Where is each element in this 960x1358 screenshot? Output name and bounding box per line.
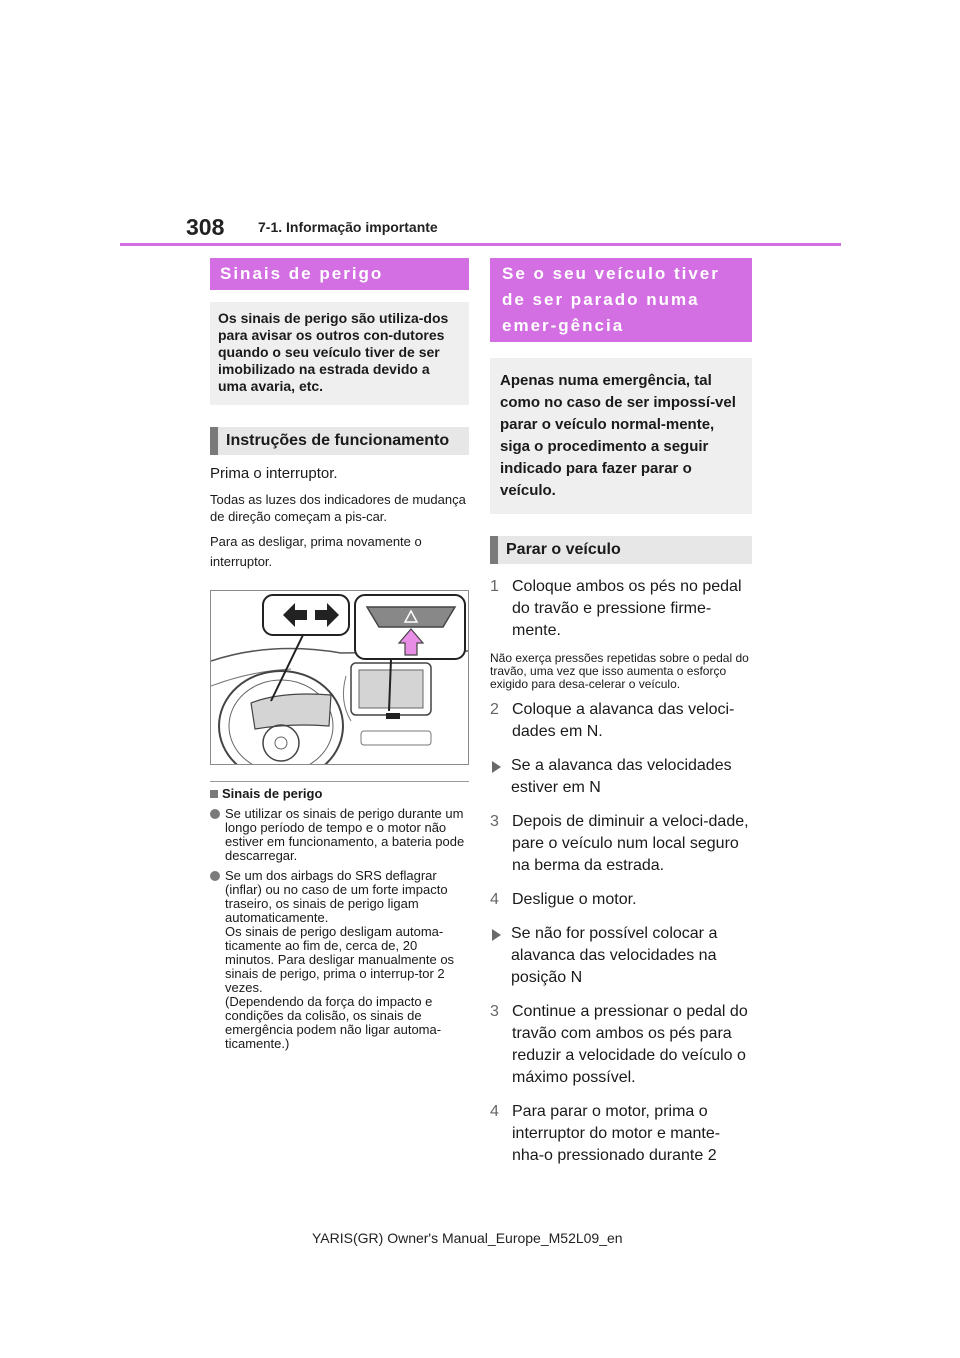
page-number: 308 [186,214,225,240]
step-item [490,811,752,877]
step-number: 4 [490,1103,499,1120]
footer-text: YARIS(GR) Owner's Manual_Europe_M52L09_en [312,1230,623,1246]
step-text: Coloque ambos os pés no pedal do travão e pressione firme-mente. [512,578,742,639]
stop-vehicle-heading: Parar o veículo [490,536,752,564]
section-header: 7-1. Informação importante [258,219,438,235]
step-item [490,576,752,642]
operating-instructions-heading: Instruções de funcionamento [210,427,469,455]
notes-rule [210,781,469,782]
instruction-detail-1: Todas as luzes dos indicadores de mudança de direção começam a pis-car. [210,492,466,524]
emergency-intro: Apenas numa emergência, tal como no caso de ser impossí-vel parar o veículo normal-mente, siga o procedimento a seguir indicado para fazer parar o veículo. [490,358,752,514]
notes-heading-text: Sinais de perigo [222,786,323,801]
note-text: Se um dos airbags do SRS deflagrar (inflar) ou no caso de um forte impacto traseiro, os sinais de perigo ligam automaticamente. Os sinais de perigo desligam automa-ticamente ao fim de, cerca de, 20 minutos. Para desligar manualmente os sinais de perigo, prima o interrup-tor 2 vezes. (Dependendo da força do impacto e condições da colisão, os sinais de emergência podem não ligar automa-ticamente.) [225,868,455,1051]
instruction-text: Prima o interruptor. [210,465,338,482]
step-item [490,889,752,911]
condition-text: Se a alavanca das velocidades estiver em N [511,757,732,796]
step-number: 3 [490,1003,499,1020]
bullet-dot-icon [210,871,220,881]
step-number: 3 [490,813,499,830]
note-item [210,807,469,863]
instrument-cluster-icon [251,694,331,729]
square-bullet-icon [210,790,218,798]
note-item [210,869,469,1051]
hazard-switch-illustration [210,590,469,765]
hazard-intro: Os sinais de perigo são utiliza-dos para avisar os outros con-dutores quando o seu veículo tiver de ser imobilizado na estrada devido a uma avaria, etc. [210,302,469,405]
condition-item [490,755,752,799]
step-number: 2 [490,701,499,718]
bullet-dot-icon [210,809,220,819]
step-item [490,1101,752,1167]
dashboard-drawing [211,591,469,765]
condition-text: Se não for possível colocar a alavanca das velocidades na posição N [511,925,718,986]
step-number: 4 [490,891,499,908]
step-item [490,699,752,743]
emergency-stop-title: Se o seu veículo tiver de ser parado numa emer-gência [490,258,752,342]
step-number: 1 [490,578,499,595]
step-item [490,1001,752,1089]
instruction-detail-2: Para as desligar, prima novamente o interruptor. [210,534,422,569]
notes-heading [210,786,469,801]
step-text: Desligue o motor. [512,891,637,908]
step-text: Para parar o motor, prima o interruptor do motor e mante-nha-o pressionado durante 2 [512,1103,721,1164]
condition-item [490,923,752,989]
hazard-title: Sinais de perigo [210,258,469,290]
step-text: Continue a pressionar o pedal do travão com ambos os pés para reduzir a velocidade do veículo o máximo possível. [512,1003,748,1086]
note-text: Se utilizar os sinais de perigo durante um longo período de tempo e o motor não estiver em funcionamento, a bateria pode descarregar. [225,806,465,863]
left-column [210,258,469,1051]
right-column [490,258,752,1167]
step-note: Não exerça pressões repetidas sobre o pedal do travão, uma vez que isso aumenta o esforço exigido para desa-celerar o veículo. [490,651,749,691]
step-text: Depois de diminuir a veloci-dade, pare o veículo num local seguro na berma da estrada. [512,813,749,874]
triangle-bullet-icon [492,761,501,773]
header-rule [120,243,841,246]
triangle-bullet-icon [492,929,501,941]
step-text: Coloque a alavanca das veloci-dades em N. [512,701,735,740]
